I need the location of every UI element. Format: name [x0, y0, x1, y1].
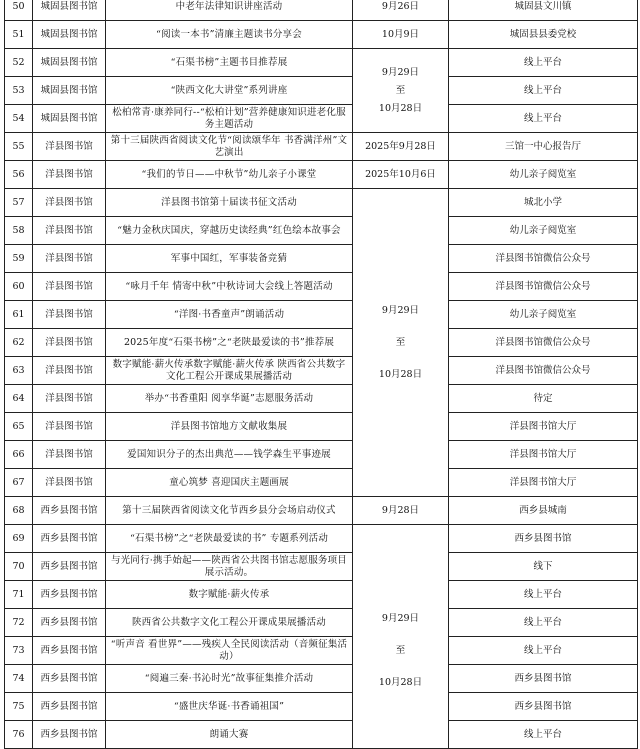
date-to: 至: [395, 644, 406, 656]
location-cell: 城北小学: [449, 189, 638, 217]
table-row: [5, 721, 638, 749]
date-to: 至: [395, 84, 406, 96]
location-cell: 洋县图书馆微信公众号: [449, 245, 638, 273]
row-number: 55: [5, 133, 33, 161]
activity-cell: “盛世庆华诞·书香诵祖国”: [106, 693, 353, 721]
row-number: 63: [5, 357, 33, 385]
organizer-cell: 洋县图书馆: [33, 357, 106, 385]
date-cell: 9月26日: [353, 0, 449, 21]
location-cell: 三馆一中心报告厅: [449, 133, 638, 161]
table-row: [5, 329, 638, 357]
row-number: 62: [5, 329, 33, 357]
location-cell: 西乡县图书馆: [449, 665, 638, 693]
row-number: 50: [5, 0, 33, 21]
location-cell: 洋县图书馆大厅: [449, 469, 638, 497]
row-number: 57: [5, 189, 33, 217]
organizer-cell: 城固县图书馆: [33, 49, 106, 77]
table-row: [5, 525, 638, 553]
activity-table: [4, 0, 638, 749]
row-number: 54: [5, 105, 33, 133]
organizer-cell: 城固县图书馆: [33, 0, 106, 21]
table-row: [5, 665, 638, 693]
location-cell: 线上平台: [449, 105, 638, 133]
activity-cell: 洋县图书馆地方文献收集展: [106, 413, 353, 441]
activity-cell: “魅力金秋庆国庆，穿越历史读经典”红色绘本故事会: [106, 217, 353, 245]
location-cell: 幼儿亲子阅览室: [449, 161, 638, 189]
location-cell: 城固县县委党校: [449, 21, 638, 49]
date-range-cell: [353, 49, 449, 133]
organizer-cell: 西乡县图书馆: [33, 721, 106, 749]
organizer-cell: 洋县图书馆: [33, 245, 106, 273]
table-row: [5, 637, 638, 665]
table-row: [5, 77, 638, 105]
table-row: [5, 497, 638, 525]
activity-cell: 洋县图书馆第十届读书征文活动: [106, 189, 353, 217]
activity-cell: “阅读一本书”清廉主题读书分享会: [106, 21, 353, 49]
row-number: 73: [5, 637, 33, 665]
row-number: 67: [5, 469, 33, 497]
organizer-cell: 洋县图书馆: [33, 133, 106, 161]
location-cell: 幼儿亲子阅览室: [449, 217, 638, 245]
table-row: [5, 693, 638, 721]
location-cell: 洋县图书馆大厅: [449, 441, 638, 469]
table-row: [5, 161, 638, 189]
location-cell: 西乡县图书馆: [449, 693, 638, 721]
row-number: 58: [5, 217, 33, 245]
organizer-cell: 城固县图书馆: [33, 105, 106, 133]
organizer-cell: 西乡县图书馆: [33, 581, 106, 609]
activity-cell: “洋图·书香童声”朗诵活动: [106, 301, 353, 329]
activity-cell: 数字赋能·薪火传承数字赋能·薪火传承 陕西省公共数字文化工程公开课成果展播活动: [106, 357, 353, 385]
organizer-cell: 城固县图书馆: [33, 21, 106, 49]
location-cell: 待定: [449, 385, 638, 413]
location-cell: 线下: [449, 553, 638, 581]
organizer-cell: 西乡县图书馆: [33, 525, 106, 553]
date-cell: 2025年10月6日: [353, 161, 449, 189]
activity-cell: 第十三届陕西省阅读文化节“阅读颂华年 书香满洋州”文艺演出: [106, 133, 353, 161]
location-cell: 城固县文川镇: [449, 0, 638, 21]
table-row: [5, 301, 638, 329]
date-to: 至: [395, 336, 406, 348]
row-number: 56: [5, 161, 33, 189]
row-number: 75: [5, 693, 33, 721]
row-number: 64: [5, 385, 33, 413]
date-start: 9月29日: [381, 612, 420, 624]
table-row: [5, 245, 638, 273]
organizer-cell: 洋县图书馆: [33, 329, 106, 357]
location-cell: 洋县图书馆微信公众号: [449, 357, 638, 385]
row-number: 72: [5, 609, 33, 637]
activity-cell: 与光同行·携手始起——陕西省公共图书馆志愿服务项目展示活动。: [106, 553, 353, 581]
activity-cell: “阅遍三秦·书沁时光”故事征集推介活动: [106, 665, 353, 693]
table-row: [5, 441, 638, 469]
date-start: 9月29日: [381, 304, 420, 316]
table-row: [5, 105, 638, 133]
activity-cell: 童心筑梦 喜迎国庆主题画展: [106, 469, 353, 497]
location-cell: 洋县图书馆微信公众号: [449, 273, 638, 301]
row-number: 52: [5, 49, 33, 77]
activity-cell: 松柏常青·康养同行--“松柏计划”营养健康知识进老化服务主题活动: [106, 105, 353, 133]
row-number: 53: [5, 77, 33, 105]
activity-cell: 中老年法律知识讲座活动: [106, 0, 353, 21]
organizer-cell: 西乡县图书馆: [33, 665, 106, 693]
organizer-cell: 洋县图书馆: [33, 469, 106, 497]
table-row: [5, 413, 638, 441]
row-number: 65: [5, 413, 33, 441]
organizer-cell: 西乡县图书馆: [33, 693, 106, 721]
date-end: 10月28日: [378, 102, 423, 114]
date-end: 10月28日: [378, 676, 423, 688]
date-cell: 9月28日: [353, 497, 449, 525]
table-row: [5, 273, 638, 301]
organizer-cell: 洋县图书馆: [33, 273, 106, 301]
row-number: 76: [5, 721, 33, 749]
table-row: [5, 581, 638, 609]
date-start: 9月29日: [381, 66, 420, 78]
organizer-cell: 洋县图书馆: [33, 189, 106, 217]
table-row: [5, 133, 638, 161]
organizer-cell: 西乡县图书馆: [33, 637, 106, 665]
location-cell: 线上平台: [449, 77, 638, 105]
row-number: 51: [5, 21, 33, 49]
organizer-cell: 洋县图书馆: [33, 217, 106, 245]
location-cell: 洋县图书馆微信公众号: [449, 329, 638, 357]
organizer-cell: 西乡县图书馆: [33, 497, 106, 525]
organizer-cell: 西乡县图书馆: [33, 609, 106, 637]
date-end: 10月28日: [378, 368, 423, 380]
row-number: 71: [5, 581, 33, 609]
row-number: 61: [5, 301, 33, 329]
table-row: [5, 357, 638, 385]
location-cell: 线上平台: [449, 609, 638, 637]
row-number: 70: [5, 553, 33, 581]
activity-cell: 第十三届陕西省阅读文化节西乡县分会场启动仪式: [106, 497, 353, 525]
row-number: 68: [5, 497, 33, 525]
date-range-cell: [353, 525, 449, 749]
location-cell: 西乡县图书馆: [449, 525, 638, 553]
table-row: [5, 217, 638, 245]
organizer-cell: 洋县图书馆: [33, 441, 106, 469]
date-cell: 10月9日: [353, 21, 449, 49]
activity-cell: “听声音 看世界”——残疾人全民阅读活动（音频征集活动）: [106, 637, 353, 665]
table-row: [5, 49, 638, 77]
organizer-cell: 洋县图书馆: [33, 385, 106, 413]
organizer-cell: 洋县图书馆: [33, 161, 106, 189]
table-row: [5, 21, 638, 49]
table-row: [5, 0, 638, 21]
activity-cell: “我们的节日——中秋节”幼儿亲子小课堂: [106, 161, 353, 189]
location-cell: 线上平台: [449, 581, 638, 609]
activity-cell: 陕西省公共数字文化工程公开课成果展播活动: [106, 609, 353, 637]
activity-cell: 爱国知识分子的杰出典范——钱学森生平事迹展: [106, 441, 353, 469]
table-row: [5, 609, 638, 637]
location-cell: 线上平台: [449, 721, 638, 749]
location-cell: 线上平台: [449, 637, 638, 665]
date-range-cell: [353, 189, 449, 497]
location-cell: 线上平台: [449, 49, 638, 77]
table-row: [5, 385, 638, 413]
row-number: 60: [5, 273, 33, 301]
location-cell: 洋县图书馆大厅: [449, 413, 638, 441]
location-cell: 幼儿亲子阅览室: [449, 301, 638, 329]
table-row: [5, 189, 638, 217]
row-number: 59: [5, 245, 33, 273]
activity-cell: 军事中国红，军事装备竞猜: [106, 245, 353, 273]
activity-cell: “石渠书榜”主题书目推荐展: [106, 49, 353, 77]
activity-cell: “石渠书榜”之“老陕最爱读的书” 专题系列活动: [106, 525, 353, 553]
row-number: 69: [5, 525, 33, 553]
activity-cell: 数字赋能·薪火传承: [106, 581, 353, 609]
activity-cell: 举办“书香重阳 阅享华诞”志愿服务活动: [106, 385, 353, 413]
row-number: 66: [5, 441, 33, 469]
organizer-cell: 城固县图书馆: [33, 77, 106, 105]
organizer-cell: 洋县图书馆: [33, 413, 106, 441]
table-row: [5, 469, 638, 497]
organizer-cell: 西乡县图书馆: [33, 553, 106, 581]
organizer-cell: 洋县图书馆: [33, 301, 106, 329]
location-cell: 西乡县城南: [449, 497, 638, 525]
activity-cell: “陕西文化大讲堂”系列讲座: [106, 77, 353, 105]
activity-cell: 朗诵大赛: [106, 721, 353, 749]
activity-cell: 2025年度“石渠书榜”之“老陕最爱读的书”推荐展: [106, 329, 353, 357]
row-number: 74: [5, 665, 33, 693]
table-row: [5, 553, 638, 581]
activity-cell: “咏月千年 情寄中秋”中秋诗词大会线上答题活动: [106, 273, 353, 301]
date-cell: 2025年9月28日: [353, 133, 449, 161]
